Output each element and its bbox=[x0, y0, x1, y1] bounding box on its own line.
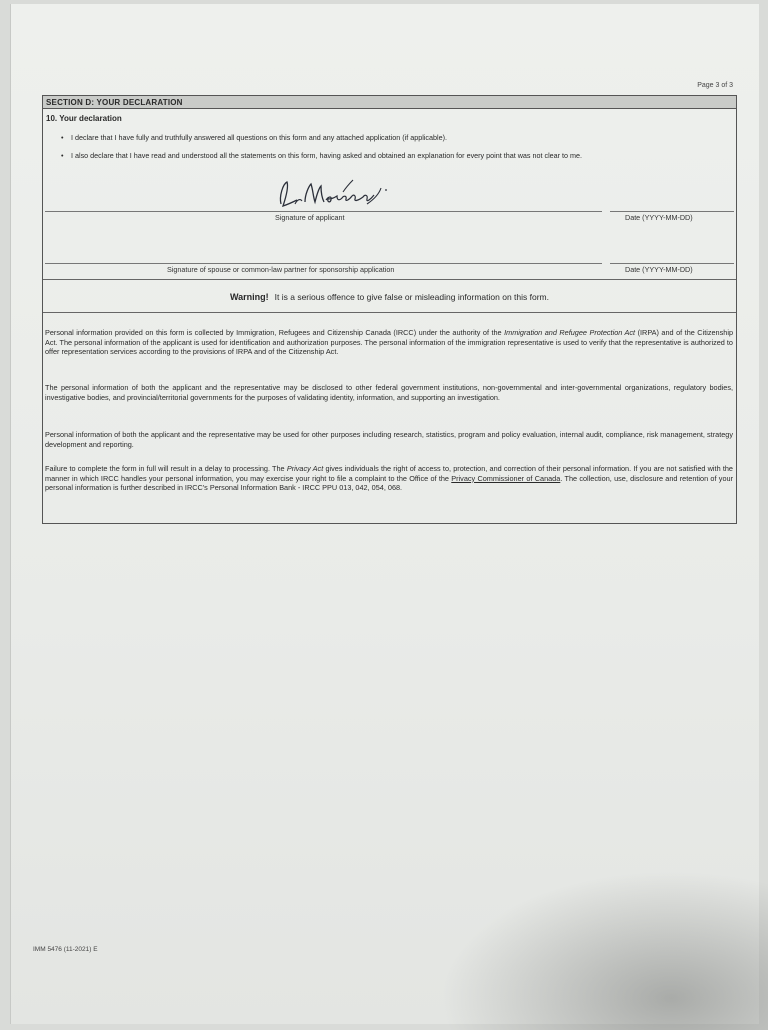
privacy-paragraph bbox=[45, 328, 733, 357]
privacy-text: gives individuals the right of access to, protection, and correction of their personal information. If you are not satisfied with the manner in which IRCC handles your personal information, you may exercise your right to file a complaint to the Office of the bbox=[45, 464, 733, 483]
privacy-paragraph: The personal information of both the applicant and the representative may be disclosed to other federal government institutions, non-governmental and inter-governmental organizations, regulatory bodies, investigative bodies, and provincial/territorial governments for the purposes of validating identity, information, and supporting an investigation. bbox=[45, 383, 733, 402]
spouse-signature-line bbox=[45, 263, 602, 264]
applicant-signature-image bbox=[275, 174, 395, 214]
form-code: IMM 5476 (11-2021) E bbox=[33, 946, 98, 953]
privacy-paragraph: Personal information of both the applicant and the representative may be used for other purposes including research, statistics, program and policy evaluation, internal audit, compliance, risk management, strategy development and reporting. bbox=[45, 430, 733, 449]
privacy-text: Failure to complete the form in full will result in a delay to processing. The bbox=[45, 464, 287, 473]
bullet-icon: • bbox=[61, 151, 64, 160]
warning-label: Warning! bbox=[229, 292, 269, 302]
spouse-date-line bbox=[610, 263, 734, 264]
document-page bbox=[10, 4, 759, 1024]
declaration-form bbox=[42, 95, 737, 524]
privacy-text: . The collection, use, disclosure and retention of your personal information is further described in IRCC's Personal Information Bank - IRCC PPU 013, 042, 054, 068. bbox=[45, 473, 734, 493]
warning-banner bbox=[43, 279, 736, 313]
declaration-bullet bbox=[61, 133, 733, 142]
privacy-act-name: Privacy Act bbox=[286, 464, 324, 473]
warning-text: It is a serious offence to give false or misleading information on this form. bbox=[274, 292, 549, 302]
declaration-text: I declare that I have fully and truthfully answered all questions on this form and any attached application (if applicable). bbox=[71, 133, 447, 142]
section-header: SECTION D: YOUR DECLARATION bbox=[43, 96, 736, 109]
applicant-date-label: Date (YYYY-MM-DD) bbox=[625, 213, 693, 222]
spouse-signature-label: Signature of spouse or common-law partner for sponsorship application bbox=[167, 265, 395, 274]
bullet-icon: • bbox=[61, 133, 64, 142]
privacy-text: (IRPA) and of the Citizenship Act. The personal information of the applicant is used for identification and authorization purposes. The personal information of the immigration representative is used to verify that the representative is authorized to offer representation services according to the provisions of IRPA and of the Citizenship Act. bbox=[45, 328, 733, 357]
privacy-commissioner-link[interactable]: Privacy Commissioner of Canada bbox=[451, 473, 561, 483]
declaration-text: I also declare that I have read and understood all the statements on this form, having asked and obtained an explanation for every point that was not clear to me. bbox=[71, 151, 583, 160]
question-title: 10. Your declaration bbox=[46, 114, 122, 123]
privacy-text: Personal information provided on this form is collected by Immigration, Refugees and Citizenship Canada (IRCC) under the authority of the bbox=[45, 328, 505, 337]
privacy-paragraph bbox=[45, 464, 733, 493]
irpa-act-name: Immigration and Refugee Protection Act bbox=[504, 328, 636, 337]
spouse-date-label: Date (YYYY-MM-DD) bbox=[625, 265, 693, 274]
page-number: Page 3 of 3 bbox=[697, 82, 733, 89]
declaration-bullet bbox=[61, 151, 733, 160]
applicant-date-line bbox=[610, 211, 734, 212]
applicant-signature-label: Signature of applicant bbox=[275, 213, 345, 222]
applicant-signature-line bbox=[45, 211, 602, 212]
